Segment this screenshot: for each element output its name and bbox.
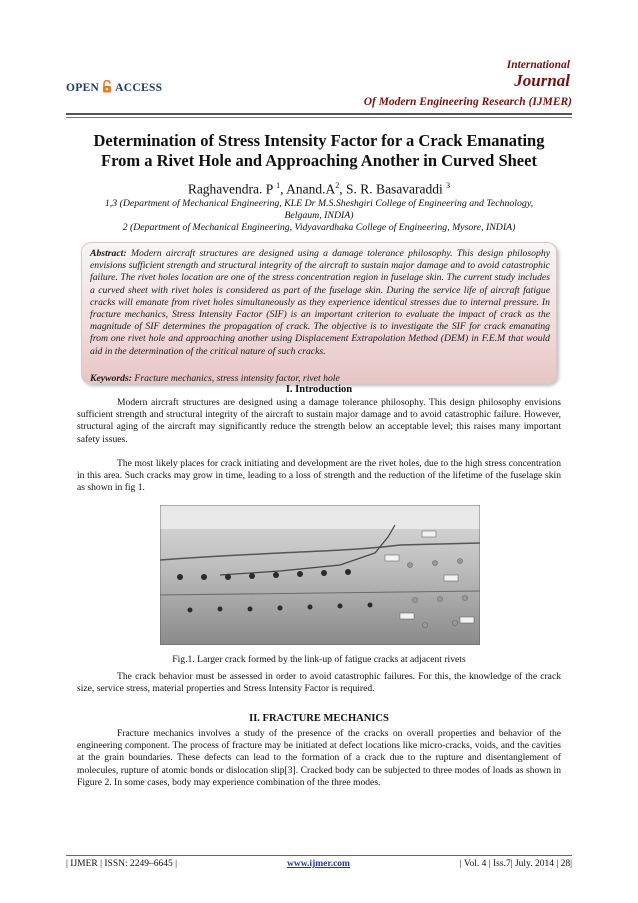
fracture-mechanics-heading: II. FRACTURE MECHANICS bbox=[249, 713, 389, 724]
intro-heading: I. Introduction bbox=[285, 384, 353, 395]
header-divider bbox=[66, 113, 572, 115]
title-line-1: Determination of Stress Intensity Factor for a Crack Emanating bbox=[93, 131, 545, 150]
intro-paragraph-3 bbox=[77, 671, 561, 695]
footer-divider bbox=[66, 855, 572, 856]
intro-p3-text: The crack behavior must be assessed in order to avoid catastrophic failures. For this, the knowledge of the crack size, service stress, material properties and Stress Intensity Factor is required. bbox=[77, 671, 561, 695]
keywords-label: Keywords: bbox=[90, 373, 132, 384]
abstract-text: Modern aircraft structures are designed using a damage tolerance philosophy. This design philosophy envisions sufficient strength and structural integrity of the aircraft to sustain major damage and to avoid catastrophic failure. The rivet holes location are one of the stress concentration region in fuselage skin. The current study includes a curved sheet with rivet holes is considered as part of the fuselage skin. During the service life of aircraft fatigue cracks will emanate from rivet holes simultaneously as they experience identical stresses due to internal pressure. In fracture mechanics, Stress Intensity Factor (SIF) is an important criterion to evaluate the impact of crack as the magnitude of SIF determines the propagation of crack. The objective is to investigate the SIF for crack emanating from one rivet hole and approaching another using Displacement Extrapolation Method (DEM) in F.E.M that would aid in the determination of the critical nature of such cracks. bbox=[90, 248, 551, 357]
fm-p1-text: Fracture mechanics involves a study of the presence of the cracks on overall properties and behavior of the engineering component. The process of fracture may be initiated at defect locations like micro-cracks, voids, and the cavities at the grain boundaries. These defects can lead to the formation of a crack due to the rupture and disentanglement of molecules, rupture of atomic bonds or dislocation slip[3]. Cracked body can be subjected to three modes of loads as shown in Figure 2. In some cases, body may experience combination of the three modes. bbox=[77, 728, 561, 788]
open-lock-icon bbox=[102, 80, 112, 93]
keywords bbox=[90, 373, 340, 384]
figure-caption: Fig.1. Larger crack formed by the link-up of fatigue cracks at adjacent rivets bbox=[172, 654, 466, 665]
intro-p2-text: The most likely places for crack initiating and development are the rivet holes, due to the high stress concentration in this area. Such cracks may grow in time, leading to a loss of strength and the reduction of the lifetime of the fuselage skin as shown in fig 1. bbox=[77, 458, 561, 494]
figure-rivet-crack-photo bbox=[160, 505, 480, 645]
access-label: ACCESS bbox=[115, 82, 163, 94]
abstract bbox=[90, 248, 550, 358]
footer-volume: | Vol. 4 | Iss.7| July. 2014 | 28| bbox=[459, 859, 572, 869]
intro-paragraph-2 bbox=[77, 458, 561, 495]
intro-p1-text: Modern aircraft structures are designed using a damage tolerance philosophy. This design philosophy envisions sufficient strength and structural integrity of the aircraft to sustain major damage and to avoid catastrophic failure. However, structural aging of the aircraft may significantly reduce the strength below an acceptable level; this raises many important safety issues. bbox=[77, 397, 561, 445]
journal-title: Journal bbox=[514, 71, 570, 90]
abstract-label: Abstract: bbox=[90, 248, 127, 259]
title-line-2: From a Rivet Hole and Approaching Another in Curved Sheet bbox=[101, 151, 537, 170]
fracture-mechanics-paragraph bbox=[77, 728, 561, 789]
keywords-text: Fracture mechanics, stress intensity factor, rivet hole bbox=[134, 373, 340, 384]
affiliation-1: 1,3 (Department of Mechanical Engineering, KLE Dr M.S.Sheshgiri College of Engineering and Technology, bbox=[104, 198, 534, 209]
authors: Raghavendra. P $^1$, $Anand.A^2$, S. R. Basavaraddi $^3$ bbox=[187, 181, 451, 197]
header-divider-thin bbox=[66, 117, 572, 118]
affiliation-2: 2 (Department of Mechanical Engineering, Vidyavardhaka College of Engineering, Mysore, INDIA) bbox=[122, 222, 516, 233]
open-access-logo bbox=[66, 80, 162, 94]
journal-subtitle: Of Modern Engineering Research (IJMER) bbox=[363, 96, 572, 108]
footer-issn: | IJMER | ISSN: 2249–6645 | bbox=[66, 859, 178, 869]
paper-title bbox=[66, 131, 572, 171]
footer-website-link[interactable]: www.ijmer.com bbox=[287, 859, 350, 869]
open-label: OPEN bbox=[66, 82, 100, 94]
affiliation-1b: Belgaum, INDIA) bbox=[284, 210, 354, 221]
journal-top: International bbox=[506, 59, 570, 71]
intro-paragraph-1 bbox=[77, 397, 561, 446]
